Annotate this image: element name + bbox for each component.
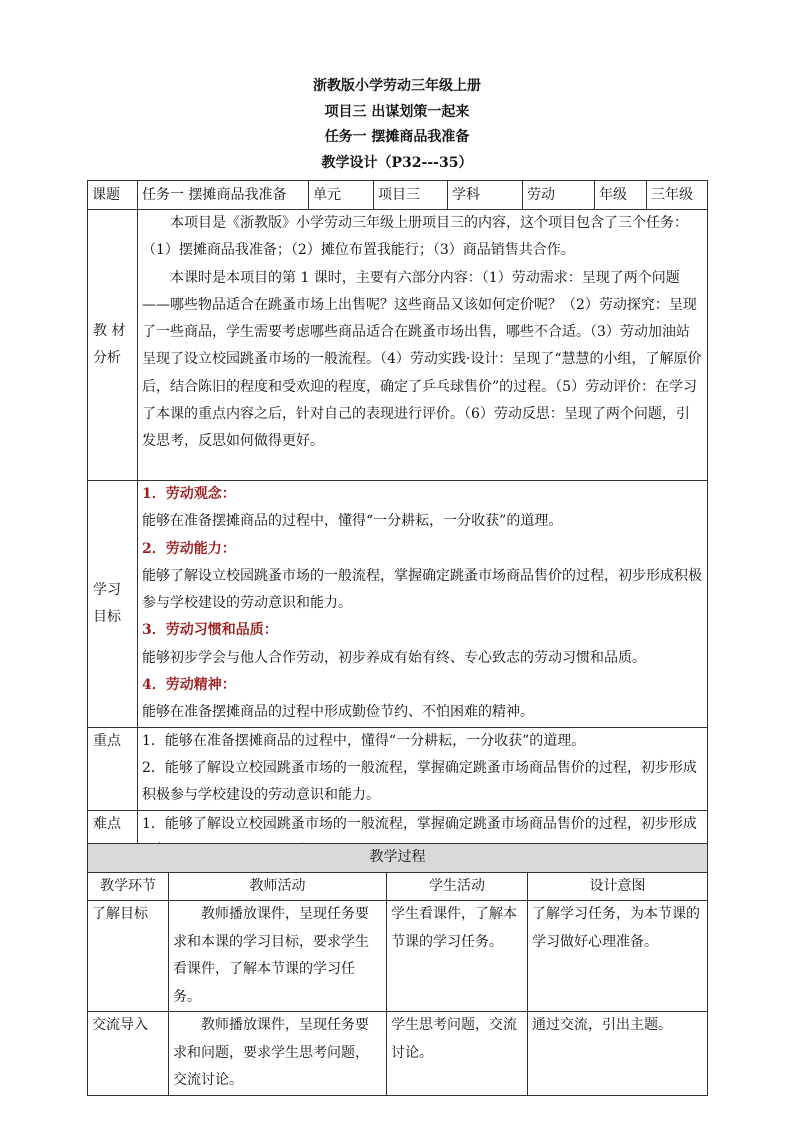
analysis-row (88, 210, 708, 481)
stage-1: 了解目标 (88, 901, 169, 1012)
goal-text-3: 能够初步学会与他人合作劳动，初步养成有始有终、专心致志的劳动习惯和品质。 (142, 649, 646, 666)
key-points-label: 重点 (88, 727, 138, 810)
key-point-1: 1．能够在准备摆摊商品的过程中，懂得“一分耕耘，一分收获”的道理。 (142, 732, 586, 749)
analysis-label: 教 材 分析 (88, 210, 138, 481)
goals-content (138, 481, 708, 728)
info-row (88, 181, 708, 210)
goal-text-2: 能够了解设立校园跳蚤市场的一般流程，掌握确定跳蚤市场商品售价的过程，初步形成积极参与学校建设的劳动意识和能力。 (142, 567, 702, 612)
unit-label: 单元 (309, 181, 374, 210)
col-teacher-header: 教师活动 (169, 872, 387, 901)
teacher-activity-1: 教师播放课件，呈现任务要求和本课的学习目标，要求学生看课件，了解本节课的学习任务。 (169, 901, 387, 1012)
difficulty-label: 难点 (88, 810, 138, 866)
goal-text-1: 能够在准备摆摊商品的过程中，懂得“一分耕耘，一分收获”的道理。 (142, 513, 563, 530)
design-intent-1: 了解学习任务，为本节课的学习做好心理准备。 (528, 901, 708, 1012)
analysis-content (138, 210, 708, 481)
col-stage-header: 教学环节 (88, 872, 169, 901)
student-activity-2: 学生思考问题，交流讨论。 (387, 1012, 528, 1096)
goals-label: 学习 目标 (88, 481, 138, 728)
design-intent-2: 通过交流，引出主题。 (528, 1012, 708, 1096)
goal-heading-4: 4．劳动精神： (142, 677, 236, 694)
title-line-2: 项目三 出谋划策一起来 (324, 103, 470, 120)
key-point-2: 2．能够了解设立校园跳蚤市场的一般流程，掌握确定跳蚤市场商品售价的过程，初步形成积极参与学校建设的劳动意识和能力。 (142, 759, 697, 804)
key-points-row (88, 727, 708, 810)
stage-2: 交流导入 (88, 1012, 169, 1096)
process-row-2 (88, 1012, 708, 1096)
key-points-content (138, 727, 708, 810)
student-activity-1: 学生看课件，了解本节课的学习任务。 (387, 901, 528, 1012)
subject-label: 学科 (448, 181, 523, 210)
subject-value: 劳动 (523, 181, 595, 210)
title-line-3: 任务一 摆摊商品我准备 (324, 129, 470, 145)
goal-text-4: 能够在准备摆摊商品的过程中形成勤俭节约、不怕困难的精神。 (142, 704, 534, 721)
goal-heading-3: 3．劳动习惯和品质： (142, 622, 278, 639)
col-intent-header: 设计意图 (528, 872, 708, 901)
teacher-activity-2: 教师播放课件，呈现任务要求和问题，要求学生思考问题，交流讨论。 (169, 1012, 387, 1096)
grade-value: 三年级 (647, 181, 708, 210)
goal-heading-2: 2．劳动能力： (142, 540, 236, 557)
goal-heading-1: 1．劳动观念： (142, 486, 236, 502)
col-student-header: 学生活动 (387, 872, 528, 901)
lesson-info-table (87, 180, 708, 866)
analysis-paragraph-2: 本课时是本项目的第 1 课时，主要有六部分内容：（1）劳动需求：呈现了两个问题——哪些物品适合在跳蚤市场上出售呢？这些商品又该如何定价呢？（2）劳动探究：呈现了一些商品，学生需要考虑哪些商品适合在跳蚤市场出售，哪些不合适。（3）劳动加油站呈现了设立校园跳蚤市场的一般流程。（4）劳动实践·设计：呈现了“慧慧的小组，了解原价后，结合陈旧的程度和受欢迎的程度，确定了乒乓球售价”的过程。（5）劳动评价：在学习了本课的重点内容之后，针对自己的表现进行评价。（6）劳动反思：呈现了两个问题，引发思考，反思如何做得更好。 (142, 269, 702, 450)
analysis-paragraph-1: 本项目是《浙教版》小学劳动三年级上册项目三的内容，这个项目包含了三个任务：（1）摆摊商品我准备；（2）摊位布置我能行；（3）商品销售共合作。 (142, 215, 688, 259)
process-row-1 (88, 901, 708, 1012)
process-title-row (88, 844, 708, 873)
process-title: 教学过程 (88, 844, 708, 873)
goals-row (88, 481, 708, 728)
teaching-process-table (87, 843, 708, 1096)
unit-value: 项目三 (374, 181, 448, 210)
topic-label: 课题 (88, 181, 138, 210)
document-title-block (0, 74, 794, 176)
difficulty-point-1: 1．能够了解设立校园跳蚤市场的一般流程，掌握确定跳蚤市场商品售价的过程，初步形成 (142, 815, 697, 832)
title-line-4: 教学设计（P32---35） (321, 154, 473, 171)
topic-value: 任务一 摆摊商品我准备 (138, 181, 309, 210)
title-line-1: 浙教版小学劳动三年级上册 (313, 78, 481, 94)
process-header-row (88, 872, 708, 901)
grade-label: 年级 (595, 181, 647, 210)
